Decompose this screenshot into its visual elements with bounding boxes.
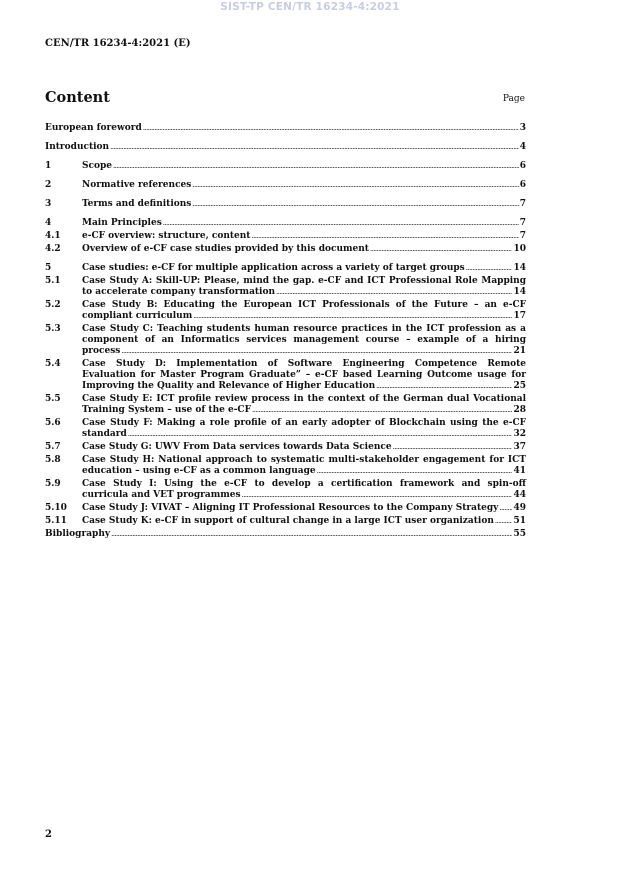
toc-entry[interactable] (45, 503, 526, 514)
dot-leader (192, 199, 518, 210)
dot-leader (143, 123, 519, 134)
toc-entry[interactable] (45, 516, 526, 527)
toc-entry-title: standard (82, 429, 127, 439)
toc-entry-number: 2 (45, 180, 52, 190)
toc-entry-page: 21 (513, 346, 526, 356)
toc-entry-page: 14 (513, 287, 526, 297)
toc-entry-title-line: Case Study E: ICT profile review process in the context of the German dual Vocational (82, 394, 526, 404)
toc-entry-title: education – using e-CF as a common language (82, 466, 316, 476)
dot-leader (128, 429, 513, 440)
toc-entry-number: 5 (45, 263, 52, 273)
toc-entry-number: 5.9 (45, 479, 61, 489)
dot-leader (495, 516, 513, 527)
toc-entry-title-line: Case Study I: Using the e-CF to develop a certification framework and spin-off (82, 479, 526, 489)
toc-entry-number: 1 (45, 161, 52, 171)
toc-entry-title: Training System – use of the e-CF (82, 405, 251, 415)
toc-entry[interactable] (45, 455, 526, 477)
toc-entry-title: European foreword (45, 123, 142, 133)
toc-entry-title: Scope (82, 161, 113, 171)
toc-entry-number: 5.3 (45, 324, 61, 334)
dot-leader (121, 346, 512, 357)
toc-entry[interactable] (45, 161, 526, 172)
toc-entry[interactable] (45, 244, 526, 255)
toc-entry-number: 5.7 (45, 442, 61, 452)
table-of-contents (45, 123, 526, 540)
dot-leader (113, 161, 519, 172)
toc-entry-title: Main Principles (82, 218, 162, 228)
toc-entry[interactable] (45, 199, 526, 210)
toc-entry-page: 6 (519, 180, 526, 190)
toc-entry[interactable] (45, 218, 526, 229)
toc-entry-page: 49 (513, 503, 526, 513)
toc-entry-title: Case Study J: VIVAT – Aligning IT Professional Resources to the Company Strategy (82, 503, 499, 513)
toc-entry-title: e-CF overview: structure, content (82, 231, 251, 241)
toc-heading: Content (45, 89, 110, 106)
toc-entry-title: Improving the Quality and Relevance of Higher Education (82, 381, 376, 391)
toc-entry-title-line: Case Study D: Implementation of Software Engineering Competence Remote (82, 359, 526, 369)
toc-entry-page: 28 (513, 405, 526, 415)
dot-leader (163, 218, 519, 229)
toc-entry-page: 7 (519, 218, 526, 228)
toc-entry-page: 44 (513, 490, 526, 500)
toc-entry-page: 3 (519, 123, 526, 133)
toc-entry[interactable] (45, 479, 526, 501)
toc-entry[interactable] (45, 263, 526, 274)
toc-entry-number: 5.6 (45, 418, 61, 428)
toc-entry-title: curricula and VET programmes (82, 490, 241, 500)
dot-leader (466, 263, 513, 274)
dot-leader (193, 311, 512, 322)
toc-entry-title: Bibliography (45, 529, 111, 539)
dot-leader (376, 381, 512, 392)
dot-leader (110, 142, 519, 153)
toc-entry-page: 51 (513, 516, 526, 526)
toc-entry-title-line: component of an Informatics services management course – example of a hiring (82, 335, 526, 345)
toc-entry[interactable] (45, 324, 526, 357)
toc-entry-number: 5.2 (45, 300, 61, 310)
toc-entry-page: 17 (513, 311, 526, 321)
toc-entry-title: Terms and definitions (82, 199, 192, 209)
toc-entry[interactable] (45, 231, 526, 242)
toc-entry-number: 5.1 (45, 276, 61, 286)
dot-leader (393, 442, 513, 453)
document-id: CEN/TR 16234-4:2021 (E) (45, 38, 191, 49)
toc-entry[interactable] (45, 394, 526, 416)
watermark: SIST-TP CEN/TR 16234-4:2021 (220, 1, 400, 13)
toc-entry-title: to accelerate company transformation (82, 287, 276, 297)
toc-entry[interactable] (45, 442, 526, 453)
toc-entry-number: 3 (45, 199, 52, 209)
toc-entry-title: process (82, 346, 121, 356)
toc-entry[interactable] (45, 142, 526, 153)
toc-entry-title: Case studies: e-CF for multiple application across a variety of target groups (82, 263, 465, 273)
dot-leader (111, 529, 512, 540)
toc-entry-number: 5.4 (45, 359, 61, 369)
toc-entry-number: 4 (45, 218, 52, 228)
dot-leader (251, 231, 518, 242)
toc-entry-page: 41 (513, 466, 526, 476)
toc-entry-page: 14 (513, 263, 526, 273)
toc-entry[interactable] (45, 359, 526, 392)
toc-entry-number: 5.10 (45, 503, 67, 513)
toc-entry-page: 7 (519, 199, 526, 209)
toc-entry-number: 5.5 (45, 394, 61, 404)
toc-entry-page: 32 (513, 429, 526, 439)
toc-entry-title: Case Study G: UWV From Data services towards Data Science (82, 442, 392, 452)
toc-entry-page: 4 (519, 142, 526, 152)
toc-entry-title-line: Case Study B: Educating the European ICT Professionals of the Future – an e-CF (82, 300, 526, 310)
toc-entry-title-line: Evaluation for Master Program Graduate” – e-CF based Learning Outcome usage for (82, 370, 526, 380)
page-column-label: Page (502, 94, 525, 104)
toc-entry-title: Overview of e-CF case studies provided by this document (82, 244, 369, 254)
toc-entry-title: Normative references (82, 180, 192, 190)
toc-entry[interactable] (45, 123, 526, 134)
toc-entry-title: Case Study K: e-CF in support of cultural change in a large ICT user organization (82, 516, 494, 526)
toc-entry-number: 4.2 (45, 244, 61, 254)
toc-entry-title-line: Case Study H: National approach to systematic multi-stakeholder engagement for ICT (82, 455, 526, 465)
dot-leader (370, 244, 513, 255)
dot-leader (252, 405, 512, 416)
dot-leader (242, 490, 513, 501)
toc-entry-page: 37 (513, 442, 526, 452)
toc-entry-number: 5.11 (45, 516, 67, 526)
toc-entry[interactable] (45, 300, 526, 322)
toc-entry-number: 5.8 (45, 455, 61, 465)
toc-entry-title-line: Case Study A: Skill-UP: Please, mind the gap. e-CF and ICT Professional Role Mapping (82, 276, 526, 286)
dot-leader (276, 287, 512, 298)
toc-entry-number: 4.1 (45, 231, 61, 241)
toc-entry-page: 25 (513, 381, 526, 391)
toc-entry-title-line: Case Study F: Making a role profile of an early adopter of Blockchain using the e-CF (82, 418, 526, 428)
toc-entry-page: 7 (519, 231, 526, 241)
toc-entry-page: 10 (513, 244, 526, 254)
page-number: 2 (45, 829, 52, 840)
toc-entry-title: compliant curriculum (82, 311, 193, 321)
toc-entry[interactable] (45, 529, 526, 540)
toc-entry-title-line: Case Study C: Teaching students human resource practices in the ICT profession as a (82, 324, 526, 334)
toc-entry-title: Introduction (45, 142, 110, 152)
toc-entry[interactable] (45, 418, 526, 440)
dot-leader (192, 180, 518, 191)
toc-entry[interactable] (45, 180, 526, 191)
dot-leader (499, 503, 512, 514)
toc-entry[interactable] (45, 276, 526, 298)
toc-entry-page: 6 (519, 161, 526, 171)
toc-entry-page: 55 (513, 529, 526, 539)
dot-leader (317, 466, 513, 477)
